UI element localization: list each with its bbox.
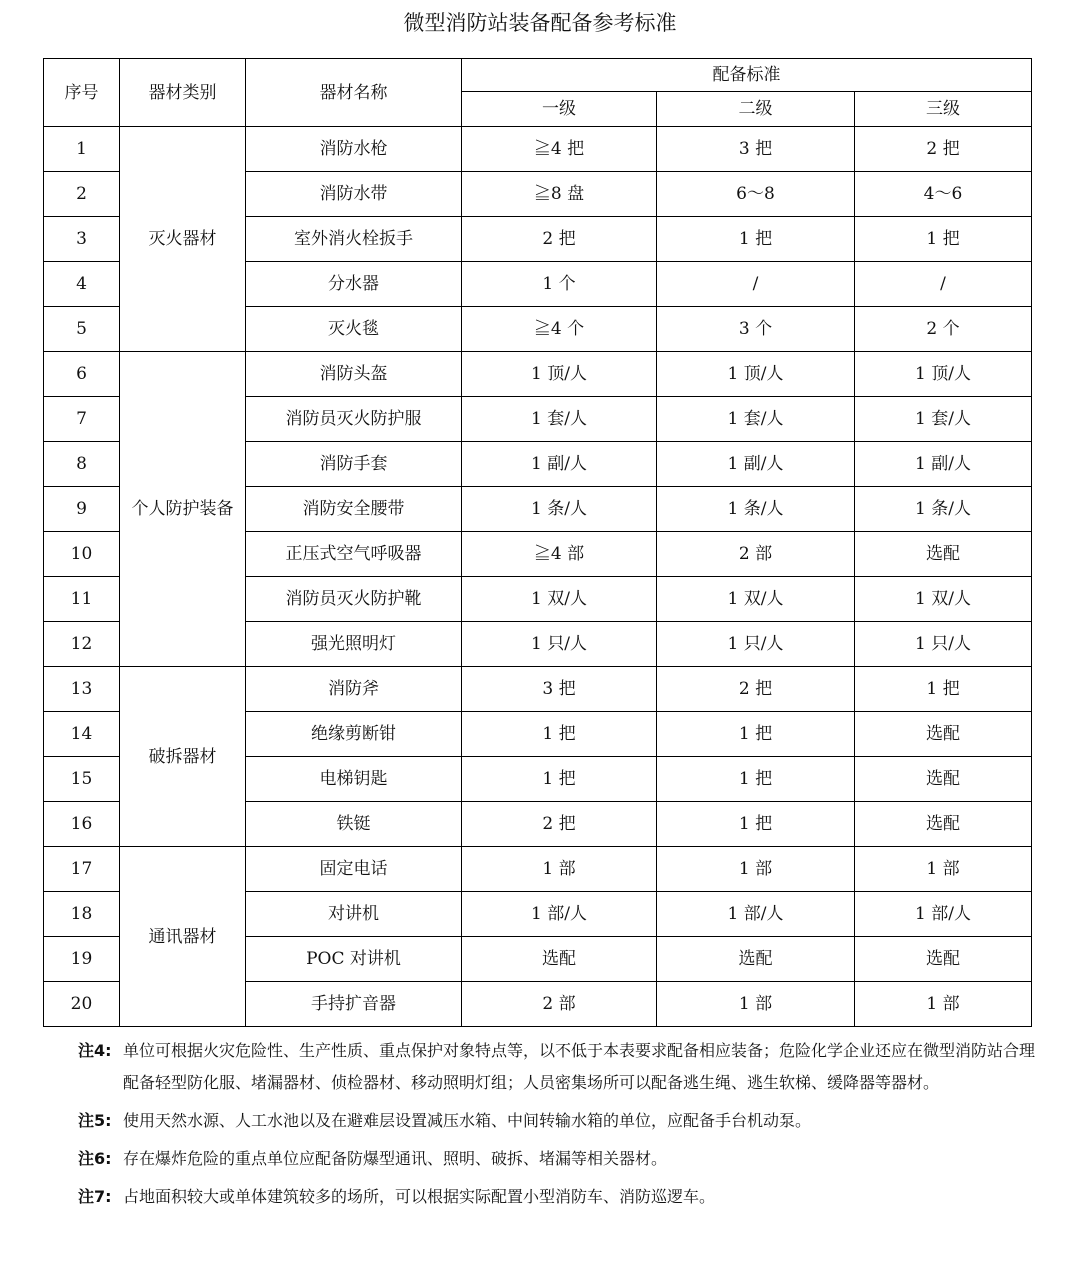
level3-value: 4～6	[855, 172, 1032, 217]
equipment-name: 消防手套	[246, 442, 462, 487]
row-index: 13	[44, 667, 120, 712]
level2-value: /	[657, 262, 855, 307]
level2-value: 2 部	[657, 532, 855, 577]
level1-value: 2 把	[462, 217, 657, 262]
level2-value: 3 个	[657, 307, 855, 352]
level2-value: 1 只/人	[657, 622, 855, 667]
level2-value: 1 顶/人	[657, 352, 855, 397]
level3-value: 选配	[855, 532, 1032, 577]
note-item	[78, 1181, 1038, 1213]
equipment-name: 消防员灭火防护靴	[246, 577, 462, 622]
level1-value: 1 顶/人	[462, 352, 657, 397]
equipment-name: 铁铤	[246, 802, 462, 847]
row-index: 7	[44, 397, 120, 442]
level3-value: 1 条/人	[855, 487, 1032, 532]
table-row	[44, 847, 1032, 892]
level3-value: 1 部	[855, 982, 1032, 1027]
level1-value: 1 部	[462, 847, 657, 892]
level1-value: 1 把	[462, 757, 657, 802]
table-row	[44, 352, 1032, 397]
row-index: 5	[44, 307, 120, 352]
equipment-name: 手持扩音器	[246, 982, 462, 1027]
equipment-name: 固定电话	[246, 847, 462, 892]
equipment-name: 绝缘剪断钳	[246, 712, 462, 757]
equipment-name: 消防水带	[246, 172, 462, 217]
level1-value: 选配	[462, 937, 657, 982]
note-item	[78, 1143, 1038, 1175]
note-text: 单位可根据火灾危险性、生产性质、重点保护对象特点等，以不低于本表要求配备相应装备；危险化学企业还应在微型消防站合理配备轻型防化服、堵漏器材、侦检器材、移动照明灯组；人员密集场所可以配备逃生绳、逃生软梯、缓降器等器材。	[123, 1041, 1036, 1092]
level2-value: 1 把	[657, 802, 855, 847]
header-level3: 三级	[855, 92, 1032, 127]
level2-value: 1 条/人	[657, 487, 855, 532]
row-index: 3	[44, 217, 120, 262]
level2-value: 1 把	[657, 217, 855, 262]
row-index: 2	[44, 172, 120, 217]
note-text: 占地面积较大或单体建筑较多的场所，可以根据实际配置小型消防车、消防巡逻车。	[123, 1187, 716, 1206]
header-index: 序号	[44, 59, 120, 127]
level2-value: 1 套/人	[657, 397, 855, 442]
table-row	[44, 667, 1032, 712]
note-label: 注4:	[78, 1041, 112, 1060]
category-cell: 灭火器材	[120, 127, 246, 352]
level3-value: 选配	[855, 757, 1032, 802]
page-title: 微型消防站装备配备参考标准	[403, 11, 677, 35]
level3-value: 2 个	[855, 307, 1032, 352]
equipment-name: POC 对讲机	[246, 937, 462, 982]
note-label: 注5:	[78, 1111, 112, 1130]
row-index: 6	[44, 352, 120, 397]
level2-value: 1 部	[657, 847, 855, 892]
level3-value: 1 把	[855, 667, 1032, 712]
level1-value: 1 副/人	[462, 442, 657, 487]
level2-value: 1 部/人	[657, 892, 855, 937]
equipment-name: 消防水枪	[246, 127, 462, 172]
level1-value: 1 套/人	[462, 397, 657, 442]
equipment-name: 电梯钥匙	[246, 757, 462, 802]
level3-value: 选配	[855, 937, 1032, 982]
row-index: 9	[44, 487, 120, 532]
note-item	[78, 1035, 1038, 1099]
category-cell: 通讯器材	[120, 847, 246, 1027]
level2-value: 2 把	[657, 667, 855, 712]
level1-value: 2 部	[462, 982, 657, 1027]
level3-value: 1 部	[855, 847, 1032, 892]
header-name: 器材名称	[246, 59, 462, 127]
level3-value: 1 双/人	[855, 577, 1032, 622]
level3-value: 选配	[855, 712, 1032, 757]
equipment-name: 消防安全腰带	[246, 487, 462, 532]
row-index: 16	[44, 802, 120, 847]
level1-value: 3 把	[462, 667, 657, 712]
row-index: 20	[44, 982, 120, 1027]
level2-value: 选配	[657, 937, 855, 982]
equipment-name: 强光照明灯	[246, 622, 462, 667]
level3-value: 1 只/人	[855, 622, 1032, 667]
category-cell: 个人防护装备	[120, 352, 246, 667]
row-index: 19	[44, 937, 120, 982]
level2-value: 3 把	[657, 127, 855, 172]
row-index: 12	[44, 622, 120, 667]
header-standard: 配备标准	[462, 59, 1032, 92]
row-index: 8	[44, 442, 120, 487]
level3-value: 1 副/人	[855, 442, 1032, 487]
row-index: 18	[44, 892, 120, 937]
row-index: 14	[44, 712, 120, 757]
level1-value: ≧4 把	[462, 127, 657, 172]
level1-value: 1 双/人	[462, 577, 657, 622]
level1-value: 1 个	[462, 262, 657, 307]
level3-value: 1 部/人	[855, 892, 1032, 937]
level1-value: 1 只/人	[462, 622, 657, 667]
header-category: 器材类别	[120, 59, 246, 127]
equipment-name: 消防员灭火防护服	[246, 397, 462, 442]
row-index: 1	[44, 127, 120, 172]
note-text: 使用天然水源、人工水池以及在避难层设置减压水箱、中间转输水箱的单位，应配备手台机动泵。	[123, 1111, 812, 1130]
row-index: 11	[44, 577, 120, 622]
level1-value: 2 把	[462, 802, 657, 847]
row-index: 15	[44, 757, 120, 802]
level2-value: 1 部	[657, 982, 855, 1027]
equipment-name: 室外消火栓扳手	[246, 217, 462, 262]
level1-value: 1 部/人	[462, 892, 657, 937]
row-index: 10	[44, 532, 120, 577]
category-cell: 破拆器材	[120, 667, 246, 847]
equipment-name: 正压式空气呼吸器	[246, 532, 462, 577]
row-index: 4	[44, 262, 120, 307]
level1-value: 1 条/人	[462, 487, 657, 532]
note-label: 注7:	[78, 1187, 112, 1206]
equipment-name: 消防斧	[246, 667, 462, 712]
level1-value: ≧8 盘	[462, 172, 657, 217]
level2-value: 1 副/人	[657, 442, 855, 487]
level2-value: 6～8	[657, 172, 855, 217]
equipment-name: 分水器	[246, 262, 462, 307]
equipment-name: 对讲机	[246, 892, 462, 937]
notes-section	[78, 1035, 1038, 1219]
note-label: 注6:	[78, 1149, 112, 1168]
row-index: 17	[44, 847, 120, 892]
note-text: 存在爆炸危险的重点单位应配备防爆型通讯、照明、破拆、堵漏等相关器材。	[123, 1149, 668, 1168]
level3-value: 1 把	[855, 217, 1032, 262]
level1-value: ≧4 部	[462, 532, 657, 577]
level3-value: 1 套/人	[855, 397, 1032, 442]
equipment-name: 灭火毯	[246, 307, 462, 352]
level2-value: 1 把	[657, 757, 855, 802]
level2-value: 1 把	[657, 712, 855, 757]
header-level2: 二级	[657, 92, 855, 127]
table-row	[44, 127, 1032, 172]
level2-value: 1 双/人	[657, 577, 855, 622]
table-body	[44, 127, 1032, 1027]
header-level1: 一级	[462, 92, 657, 127]
level3-value: /	[855, 262, 1032, 307]
equipment-name: 消防头盔	[246, 352, 462, 397]
level1-value: ≧4 个	[462, 307, 657, 352]
equipment-table	[43, 58, 1032, 1027]
level3-value: 2 把	[855, 127, 1032, 172]
level3-value: 选配	[855, 802, 1032, 847]
note-item	[78, 1105, 1038, 1137]
level3-value: 1 顶/人	[855, 352, 1032, 397]
level1-value: 1 把	[462, 712, 657, 757]
